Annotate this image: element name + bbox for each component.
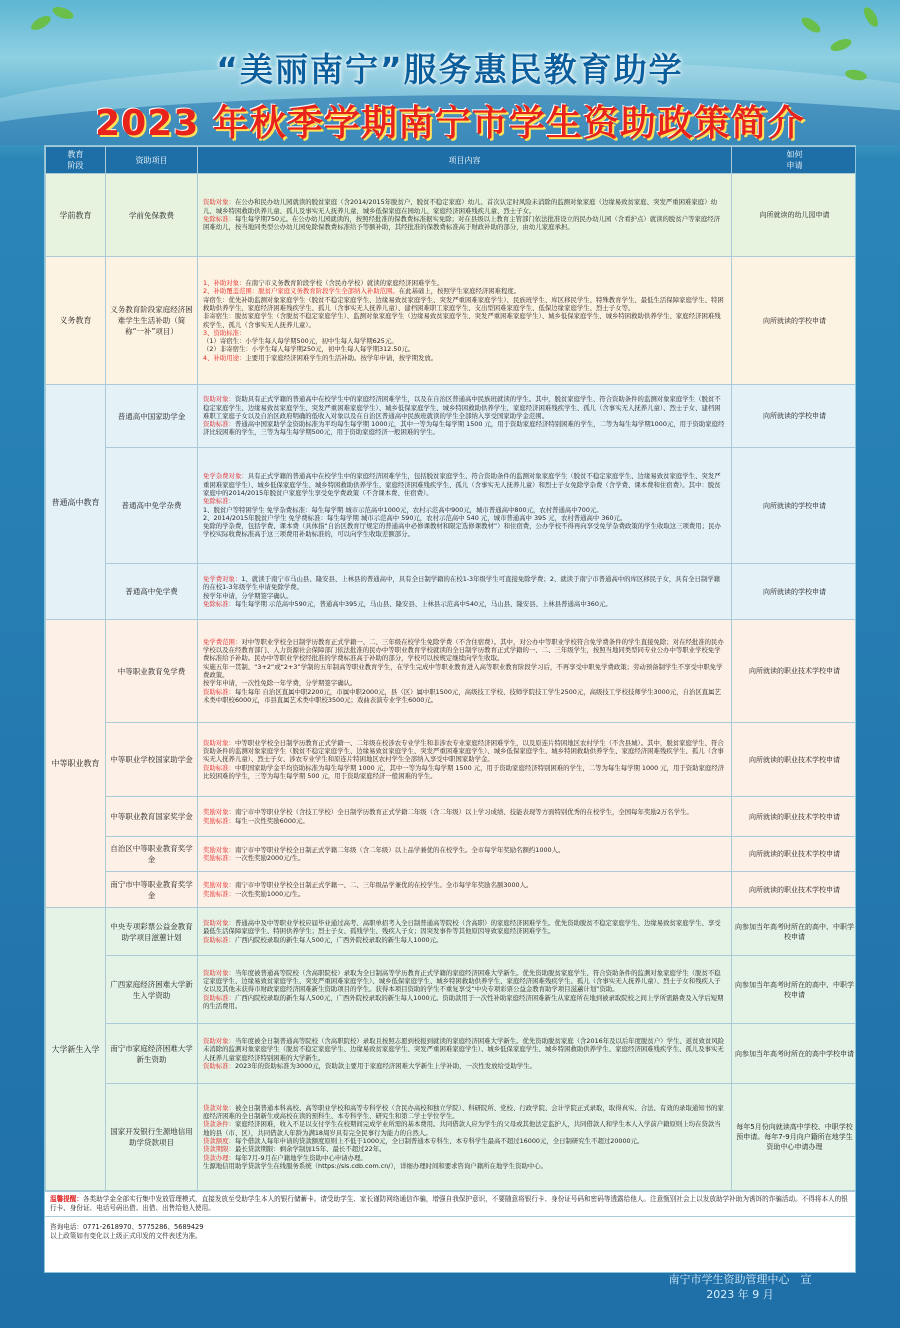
content-key: 免学费对象： (203, 574, 242, 583)
apply-cell: 每年5月份向就读高中学校、中职学校预申请。每年7-9月向户籍所在地学生资助中心申请办理 (732, 1084, 857, 1191)
content-text: 免除的学杂费，包括学费、课本费（具体指“自治区教育厅规定的普通高中必修课教材和限定选修课教材”）和住宿费，公办学校不得再向享受免学杂费政策的学生收取这三项费用；民办学校实际收费标准高于这三项费用补助标准的，可以向学生收取差额部分。 (203, 522, 721, 539)
content-cell (198, 837, 732, 872)
item-cell: 普通高中免学杂费 (106, 448, 198, 564)
apply-cell: 向所就读的职业技术学校申请 (732, 620, 857, 723)
content-key: 资助标准： (203, 420, 235, 429)
content-cell (198, 1024, 732, 1084)
content-key: 奖励标准： (203, 889, 235, 898)
policy-note: 以上政策如有变化以上级正式印发的文件表述为准。 (50, 1232, 202, 1240)
content-cell (198, 448, 732, 564)
content-text: 每生每学期 示范高中590元，普通高中395元，马山县、隆安县、上林县示范高中540元，马山县、隆安县、上林县普通高中360元。 (234, 599, 612, 608)
apply-cell: 向参加当年高考时所在的高中、中职学校申请 (732, 908, 857, 956)
item-cell: 普通高中国家助学金 (106, 385, 198, 448)
item-cell: 南宁市家庭经济困难大学新生资助 (106, 1024, 198, 1084)
content-cell (198, 908, 732, 956)
table-row (46, 797, 857, 837)
content-key: 贷款期限： (203, 1145, 235, 1154)
item-cell: 广西家庭经济困难大学新生入学资助 (106, 956, 198, 1024)
content-cell (198, 620, 732, 723)
apply-cell: 向所就读的学校申请 (732, 448, 857, 564)
content-key: 贷款办理： (203, 1153, 235, 1162)
item-cell: 义务教育阶段家庭经济困难学生生活补助（简称“一补”项目） (106, 257, 198, 385)
table-row (46, 1084, 857, 1191)
item-cell: 中等职业教育免学费 (106, 620, 198, 723)
table-row (46, 908, 857, 956)
table-row (46, 385, 857, 448)
content-text: 广西内院校录取的新生每人500元，广西外院校录取的新生每人1000元。资助款用于一次性补助家庭经济困难新生从家庭所在地到被录取院校之间上学所需路费及入学后短期的生活费用。 (203, 993, 724, 1010)
apply-cell: 向所就读的职业技术学校申请 (732, 837, 857, 872)
item-cell: 学前免保教费 (106, 174, 198, 257)
policy-table (45, 146, 856, 1191)
content-key: 贷款条件： (203, 1120, 235, 1129)
contact-section (45, 1216, 855, 1244)
content-key: 资助对象： (203, 738, 235, 747)
content-text: 家庭经济困难，收入不足以支付学生在校期间完成学业所需的基本费用。共同借款人应为学生的父母或其他法定监护人，共同借款人和学生本人入学前户籍原则上均在贷款当地的县（市、区），共同借款人年龄为满18周岁具有完全民事行为能力的自然人。 (203, 1120, 721, 1137)
content-key: 免除标准： (203, 497, 235, 506)
table-row (46, 723, 857, 797)
content-text: 广西内院校录取的新生每人500元，广西外院校录取的新生每人1000元。 (234, 935, 443, 944)
content-key: 免除标准： (203, 215, 235, 223)
content-cell (198, 1084, 732, 1191)
content-key: 奖励标准： (203, 854, 235, 862)
item-cell: 中央专项彩票公益金教育助学项目滋蕙计划 (106, 908, 198, 956)
table-row (46, 448, 857, 564)
footer-date: 2023 年 9 月 (706, 1288, 774, 1301)
page-title: “美丽南宁”服务惠民教育助学 (216, 50, 684, 89)
content-text: 在公办和民办幼儿园就读的脱贫家庭（含2014/2015年脱贫户、脱贫不稳定家庭）幼儿、首次认定时风险未消除的监测对象家庭（边缘易致贫家庭、突发严重困难家庭）幼儿、城乡特困救助供养儿童、孤儿及事实无人抚养儿童、城乡低保家庭在园幼儿、家庭经济困难残疾儿童、烈士子女。 (203, 198, 717, 215)
content-cell (198, 174, 732, 257)
content-key: 资助标准： (203, 687, 235, 696)
content-key: 奖励标准： (203, 816, 235, 825)
content-cell (198, 257, 732, 385)
page-subtitle: 2023 年秋季学期南宁市学生资助政策简介 (95, 103, 805, 144)
table-row (46, 956, 857, 1024)
content-key: 资助对象： (203, 198, 235, 207)
reminder-section (45, 1191, 855, 1216)
item-cell: 自治区中等职业教育奖学金 (106, 837, 198, 872)
content-text: 按学年申请，分学期签字确认。 (203, 591, 293, 600)
content-key: 资助标准： (203, 763, 235, 772)
header-stage: 教育 阶段 (46, 147, 106, 174)
content-key: 免除标准： (203, 599, 235, 608)
leaf-decoration (29, 13, 53, 33)
footer-org: 南宁市学生资助管理中心 宣 (668, 1273, 812, 1286)
header-item: 资助项目 (106, 147, 198, 174)
content-text: 最长贷款期限：剩余学制加15年、最长不超过22年。 (234, 1145, 386, 1154)
stage-cell: 义务教育 (46, 257, 106, 385)
item-cell: 普通高中免学费 (106, 564, 198, 620)
footer (600, 1272, 880, 1302)
stage-cell: 中等职业教育 (46, 620, 106, 908)
stage-cell: 普通高中教育 (46, 385, 106, 620)
item-cell: 中等职业学校国家助学金 (106, 723, 198, 797)
content-cell (198, 797, 732, 837)
table-row (46, 837, 857, 872)
content-text: 中等职业学校全日制学历教育正式学籍一、二年级在校涉农专业学生和非涉农专业家庭经济困难学生，以及原连片特困地区农村学生（不含县城）。其中，脱贫家庭学生、符合资助条件的监测对象家庭学生（脱贫不稳定家庭学生、边缘易致贫家庭学生、突发严重困难家庭学生）、城乡低保家庭学生、城乡特困救助供养学生、家庭经济困难残疾学生、孤儿（含事实无人抚养儿童）、烈士子女、涉农专业学生和原连片特困地区农村学生全部纳入享受中职国家助学金。 (203, 738, 724, 764)
content-text: 1、就读于南宁市马山县、隆安县、上林县的普通高中，具有全日制学籍的在校1-3年级学生可直接免除学费；2、就读于南宁市普通高中的库区移民子女，具有全日制学籍的在校1-3年级学生申请免除学费。 (203, 574, 721, 592)
content-text: 每生每年 自治区直属中职2200元，市属中职2000元，县（区）属中职1500元，高级技工学校、技师学院技工学生2500元，高级技工学校技师学生3000元，自治区直属艺术类中职校6000元，市县直属艺术类中职校3500元；戏曲表演专业学生6000元。 (203, 687, 721, 704)
content-key: 奖励对象： (203, 808, 235, 817)
stage-cell: 大学新生入学 (46, 908, 106, 1191)
content-text: 对中等职业学校全日制学历教育正式学籍一、二、三年级在校学生免除学费（不含住宿费）。其中，对公办中等职业学校符合免学费条件的学生直接免除；对在经批准的民办学校以及在经教育部门、人力资源社会保障部门依法批准的民办中等职业教育学校就读的全日制学历教育正式学籍的一、二、三年级学生，按照当地同类型同专业公办中等职业学校免学费标准给予补助。民办中等职业学校经批准的学费标准高于补助的部分，学校可以按规定继续向学生收取。 (203, 637, 724, 663)
apply-cell: 向参加当年高考时所在的高中学校申请 (732, 1024, 857, 1084)
content-text: 按学年申请，一次性免除一年学费，分学期签字确认。 (203, 679, 357, 688)
content-text: 生源地信用助学贷款学生在线服务系统（https://sls.cdb.com.cn/），详细办理时间和要求咨询户籍所在地学生资助中心。 (203, 1161, 548, 1170)
content-key: 贷款额度： (203, 1137, 235, 1145)
table-row (46, 174, 857, 257)
content-cell (198, 872, 732, 908)
reminder-label: 温馨提醒： (50, 1195, 83, 1203)
table-row (46, 257, 857, 385)
leaf-decoration (51, 5, 75, 22)
table-row (46, 872, 857, 908)
apply-cell: 向所就读的学校申请 (732, 257, 857, 385)
content-text: 在此基础上，按照学生家庭经济困难程度。 (398, 287, 521, 296)
content-key: 4、补助用途： (203, 353, 246, 362)
content-text: 南宁市中等职业学校全日制正式学籍一、二、三年级品学兼优的在校学生。全市每学年奖励名额3000人。 (234, 881, 533, 890)
table-header-row (46, 147, 857, 174)
stage-cell: 学前教育 (46, 174, 106, 257)
content-text: 中职国家助学金平均资助标准为每生每学期 1000 元，其中一等为每生每学期 1500 元，用于资助家庭经济特别困难的学生，二等为每生每学期 1000 元，用于资助家庭经济比较困难的学生，三等为每生每学期 500 元，用于资助家庭经济一般困难的学生。 (203, 763, 725, 780)
content-text: 南宁市中等职业学校（含技工学校）全日制学历教育正式学籍二年级（含二年级）以上学习成绩、技能表现等方面特别优秀的在校学生，全国每年奖励2万名学生。 (234, 808, 693, 817)
content-text: 每生一次性奖励6000元。 (234, 816, 309, 825)
content-cell (198, 723, 732, 797)
header-content: 项目内容 (198, 147, 732, 174)
content-text: 1、脱贫户等特困学生 免学杂费标准：每生每学期 城市示范高中1000元，农村示范高中900元，城市普通高中800元，农村普通高中700元。 (203, 505, 603, 514)
apply-cell: 向所就读的学校申请 (732, 564, 857, 620)
content-text: 在南宁市义务教育阶段学校（含民办学校）就读的家庭经济困难学生。 (245, 279, 444, 288)
table-row (46, 620, 857, 723)
content-text: 南宁市中等职业学校全日制正式学籍二年级（含二年级）以上品学兼优的在校学生。全市每学年奖励名额约1000人。 (234, 845, 565, 854)
content-text: 被全日制普通本科高校、高等职业学校和高等专科学校（含民办高校和独立学院）、科研院所、党校、行政学院、会计学院正式录取，取得真实、合法、有效的录取通知书的家庭经济困难的全日制新生或高校在读的预科生、本专科学生、研究生和第二学士学位学生。 (203, 1103, 724, 1121)
content-key: 资助对象： (203, 1036, 235, 1045)
content-text: 非寄宿生：脱贫家庭学生（含脱贫不稳定家庭学生）、监测对象家庭学生（边缘易致贫家庭学生、突发严重困难家庭学生）、城乡低保家庭学生、城乡特困救助供养学生、家庭经济困难残疾学生、孤儿（含事实无人抚养儿童）。 (203, 312, 721, 329)
content-key: 1、补助对象： (203, 279, 246, 288)
reminder-text: 各类助学金全部实行集中发放管理模式，直接发放至受助学生本人的银行储蓄卡。请受助学生、家长谨防网络通信诈骗，增强自我保护意识，不要随意将银行卡、身份证号码和密码等透露给他人。注意甄别社会上以发放助学补助为诱饵的诈骗活动。不得将本人的银行卡、身份证、电话号码出借、出借、出售给他人使用。 (50, 1195, 848, 1212)
content-text: （2）非寄宿生：小学生每人每学期250元，初中生每人每学期312.50元。 (203, 345, 415, 354)
table-row (46, 1024, 857, 1084)
content-key: 3、资助标准： (203, 328, 246, 337)
leaf-decoration (799, 15, 823, 36)
content-key: 奖励对象： (203, 881, 235, 890)
content-cell (198, 564, 732, 620)
content-text: 具有正式学籍的普通高中在校学生中的家庭经济困难学生，包括脱贫家庭学生、符合资助条件的监测对象家庭学生（脱贫不稳定家庭学生、边缘易致贫家庭学生、突发严重困难家庭学生）、城乡低保家庭学生、城乡特困救助供养学生、家庭经济困难残疾学生、孤儿（含事实无人抚养儿童）和烈士子女免除学杂费（含学费、课本费和住宿费）。其中：脱贫家庭中的2014/2015年脱贫户家庭学生享受免学费政策（不含课本费、住宿费）。 (203, 472, 721, 497)
content-key: 免学费范围： (203, 637, 242, 646)
content-text: 当年度被全日制普通高等院校（含高职院校）录取且按照志愿到校报到就读的家庭经济困难大学新生。优先资助脱贫家庭（含2016年及以后年度脱贫户）学生、返贫致贫风险未消除的监测对象家庭学生（脱贫不稳定家庭学生、边缘易致贫家庭学生、突发严重困难家庭学生）、城乡低保家庭学生、城乡特困救助供养学生、家庭经济困难残疾学生、孤儿及事实无人抚养儿童家庭经济特别困难的大学新生。 (203, 1036, 725, 1062)
content-text: 每生每学期750元。在公办幼儿园就读的，按照经批准的保教费标准据实免除；对在县级以上教育主管部门依法批准设立的民办幼儿园（含看护点）就读的脱贫户等家庭经济困难幼儿，按当地同类型公办幼儿园免除保教费标准给予等额补助，其经批准的保教费标准高于财政补助的部分，由幼儿家庭承担。 (203, 215, 721, 232)
content-text: 普通高中国家助学金资助标准为平均每生每学期 1000元，其中一等为每生每学期 1500 元，用于资助家庭经济特别困难的学生，二等为每生每学期1000元，用于资助家庭经济比较困难的学生，三等为每生每学期500元，用于资助家庭经济一般困难的学生。 (203, 420, 725, 437)
content-cell (198, 956, 732, 1024)
content-cell (198, 385, 732, 448)
leaf-decoration (861, 5, 881, 29)
content-text: 当年度被普通高等院校（含高职院校）录取为全日制高等学历教育正式学籍的家庭经济困难大学新生。优先资助脱贫家庭学生、符合资助条件的监测对象家庭学生（脱贫不稳定家庭学生、边缘易致贫家庭学生、突发严重困难家庭学生）、城乡低保家庭学生、城乡特困救助供养学生、家庭经济困难残疾学生、孤儿（含事实无人抚养儿童）、烈士子女和残疾人子女以及其他未获得市财政家庭经济困难新生资助项目的学生。获得本项目资助的学生不重复享受“中央专项彩票公益金教育助学项目滋蕙计划”资助。 (203, 968, 721, 994)
content-key: 资助标准： (203, 935, 235, 944)
table-row (46, 564, 857, 620)
content-text: 每年7月-9月在户籍地学生资助中心申请办理。 (234, 1153, 367, 1162)
content-text: 每个借款人每年申请的贷款额度原则上不低于1000元，全日制普通本专科生、本专科学生最高不超过16000元，全日制研究生不超过20000元。 (234, 1137, 644, 1145)
apply-cell: 向所就读的幼儿园申请 (732, 174, 857, 257)
content-key: 资助对象： (203, 968, 235, 977)
contact-phone: 咨询电话：0771-2618970、5775286、5689429 (50, 1223, 204, 1231)
apply-cell: 向参加当年高考时所在的高中、中职学校申请 (732, 956, 857, 1024)
content-key: 资助标准： (203, 1061, 235, 1070)
content-text: 寄宿生：优先补助监测对象家庭学生（脱贫不稳定家庭学生、边缘易致贫家庭学生、突发严重困难家庭学生）、民族班学生、库区移民学生、特殊教育学生、最低生活保障家庭学生、特困救助供养学生、家庭经济困难残疾学生、孤儿（含事实无人抚养儿童）、建档困难职工家庭学生、支出型困难家庭学生、低保边缘家庭学生、烈士子女等。 (203, 295, 724, 312)
content-key: 贷款对象： (203, 1103, 235, 1112)
content-text: 2023年的资助标准为3000元，资助款主要用于家庭经济困难大学新生上学补助，一次性发放给受助学生。 (234, 1061, 536, 1070)
content-text: 实施五年一贯制、“3+2”或“2+3”学制的五年制高等职业教育学生，在学生完成中等职业教育进入高等职业教育阶段学习后，不再享受中职免学费政策；劳动预备制学生不享受中职免学费政策。 (203, 662, 723, 679)
policy-sheet (44, 145, 856, 1273)
apply-cell: 向所就读的职业技术学校申请 (732, 723, 857, 797)
apply-cell: 向所就读的学校申请 (732, 385, 857, 448)
content-text: 一次性奖励2000元/生。 (234, 854, 305, 862)
header-how: 如何 申请 (732, 147, 857, 174)
content-key: 资助对象： (203, 395, 235, 404)
content-text: 主要用于家庭经济困难学生的生活补助。按学年申请，按学期发放。 (245, 353, 438, 362)
item-cell: 中等职业教育国家奖学金 (106, 797, 198, 837)
content-key: 奖励对象： (203, 845, 235, 854)
apply-cell: 向所就读的职业技术学校申请 (732, 872, 857, 908)
apply-cell: 向所就读的职业技术学校申请 (732, 797, 857, 837)
content-text: 普通高中及中等职业学校应届毕业通过高考、高职单招考入全日制普通高等院校（含高职）的家庭经济困难学生。优先资助脱贫不稳定家庭学生、边缘易致贫家庭学生、享受最低生活保障家庭学生、特困供养学生；烈士子女、孤残学生、残疾人子女；因突发事件等其他原因导致家庭经济困难学生。 (203, 919, 721, 936)
content-key: 资助标准： (203, 993, 235, 1002)
content-key: 2、补助覆盖范围：脱贫户家庭义务教育阶段学生全部纳入补助范围。 (203, 287, 399, 296)
content-key: 免学杂费对象： (203, 472, 248, 481)
content-text: 资助具有正式学籍的普通高中在校学生中的家庭经济困难学生，以及在自治区普通高中民族班就读的学生。其中，脱贫家庭学生、符合资助条件的监测对象家庭学生（脱贫不稳定家庭学生、边缘易致贫家庭学生、突发严重困难家庭学生）、城乡低保家庭学生、城乡特困救助供养学生、家庭经济困难残疾学生、孤儿（含事实无人抚养儿童）、烈士子女、建档困难职工家庭子女以及自治区政府明确的低收入对象以及在自治区普通高中民族班就读的学生全部纳入享受国家助学金范围。 (203, 395, 721, 420)
content-text: （1）寄宿生：小学生每人每学期500元，初中生每人每学期625元。 (203, 337, 398, 346)
item-cell: 南宁市中等职业教育奖学金 (106, 872, 198, 908)
content-text: 一次性奖励1000元/生。 (234, 889, 305, 898)
content-key: 资助对象： (203, 919, 235, 928)
content-text: 2、2014/2015年脱贫户学生 免学费标准：每生每学期 城市示范高中 590元，农村示范高中 540 元，城市普通高中 395 元，农村普通高中 360元。 (203, 513, 627, 522)
item-cell: 国家开发银行生源地信用助学贷款项目 (106, 1084, 198, 1191)
